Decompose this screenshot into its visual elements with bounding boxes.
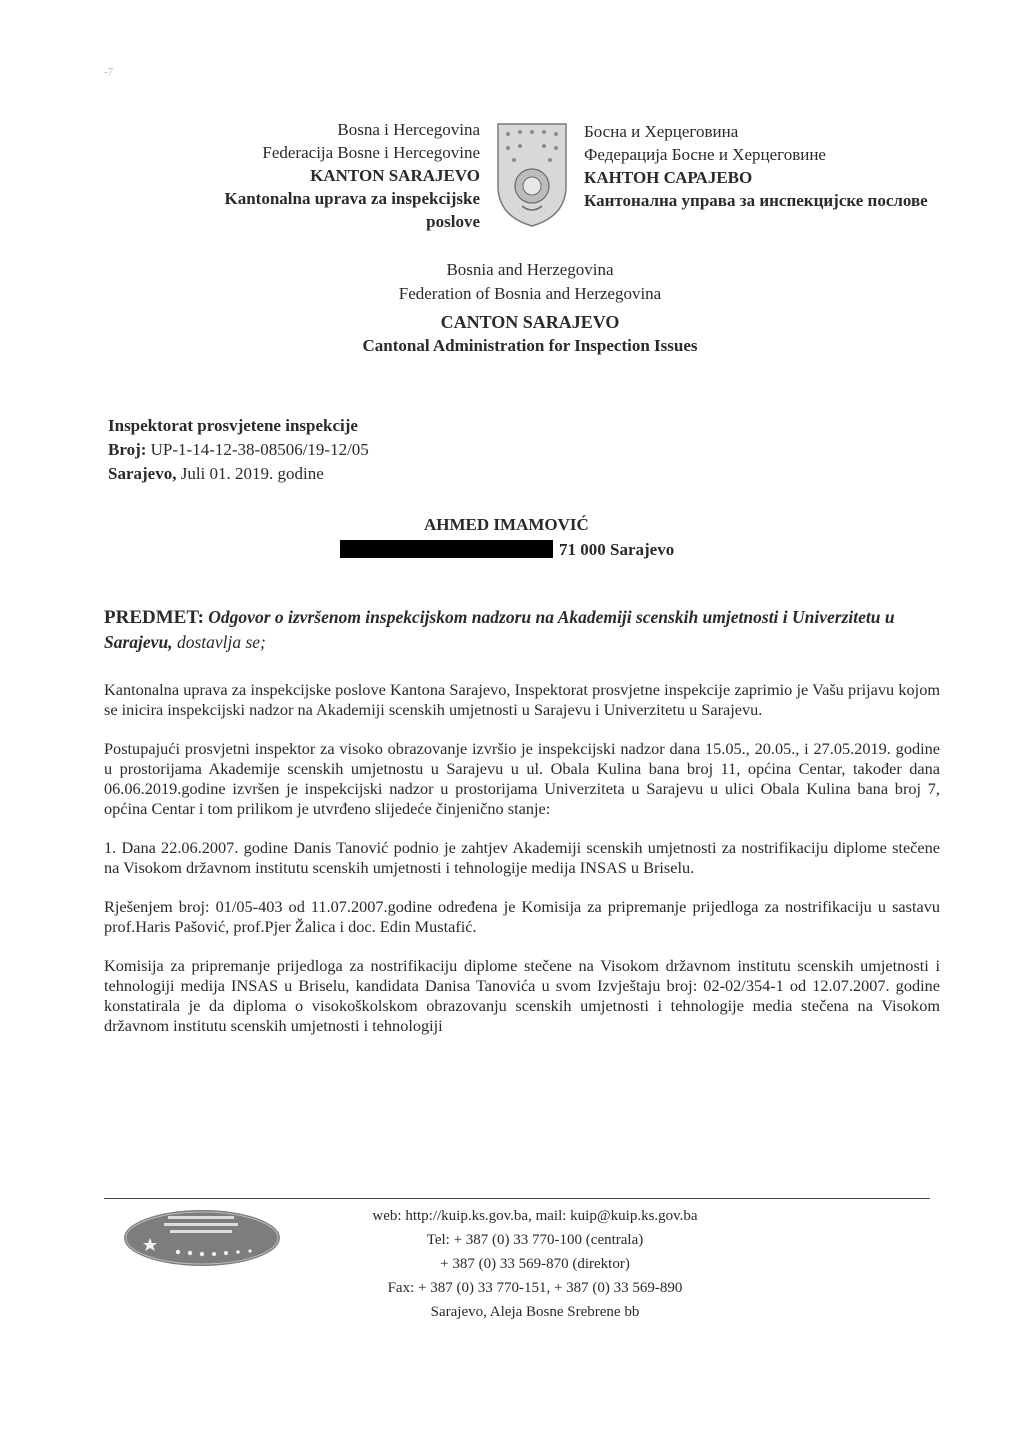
paragraph: Postupajući prosvjetni inspektor za visoko obrazovanje izvršio je inspekcijski nadzor dana 15.05., 20.05., i 27.05.2019. godine u prostorijama Akademije scenskih umjetnostu u Sarajevu u ul. Obala Kulina bana broj 11, općina Centar, također dana 06.06.2019.godine izvršen je inspekcijski nadzor u prostorijama Univerziteta u Sarajevu u ulici Obala Kulina bana broj 7, općina Centar i tom prilikom je utvrđeno slijedeće činjenično stanje:: [104, 739, 940, 818]
inspectorate-name: Inspektorat prosvjetene inspekcije: [108, 416, 358, 435]
recipient-name: AHMED IMAMOVIĆ: [424, 515, 589, 534]
footer-tel-director: + 387 (0) 33 569-870 (direktor): [440, 1256, 630, 1272]
reference-date-value: Juli 01. 2019. godine: [180, 464, 324, 483]
subject-label: PREDMET:: [104, 607, 204, 628]
paragraph: Kantonalna uprava za inspekcijske poslove Kantona Sarajevo, Inspektorat prosvjetne inspekcije zaprimio je Vašu prijavu kojom se inicira inspekcijski nadzor na Akademiji scenskih umjetnosti u Sarajevu i Univerzitetu u Sarajevu.: [104, 680, 940, 719]
header-en-federation: Federation of Bosnia and Herzegovina: [398, 284, 662, 303]
footer-address: Sarajevo, Aleja Bosne Srebrene bb: [430, 1304, 640, 1320]
paragraph: Rješenjem broj: 01/05-403 od 11.07.2007.godine određena je Komisija za pripremanje prijedloga za nostrifikaciju u sastavu prof.Haris Pašović, prof.Pjer Žalica i doc. Edin Mustafić.: [104, 897, 940, 936]
footer-logo-icon: [122, 1208, 282, 1268]
header-right-country: Босна и Херцеговина: [584, 122, 739, 141]
header-en-administration: Cantonal Administration for Inspection Issues: [362, 336, 698, 355]
header-en-country: Bosnia and Herzegovina: [446, 260, 614, 279]
recipient-city: 71 000 Sarajevo: [559, 540, 675, 559]
header-left-canton: KANTON SARAJEVO: [310, 166, 480, 185]
reference-place: Sarajevo,: [108, 464, 177, 483]
recipient-address: [340, 537, 760, 562]
scan-mark: -7: [104, 66, 114, 78]
recipient-block: [340, 512, 760, 562]
letter-body: [104, 680, 940, 1055]
subject-text: Odgovor o izvršenom inspekcijskom nadzoru na Akademiji scenskih umjetnosti i Univerzitetu u Sarajevu,: [104, 607, 895, 652]
footer-fax: Fax: + 387 (0) 33 770-151, + 387 (0) 33 569-890: [387, 1280, 683, 1296]
header-en-canton: CANTON SARAJEVO: [440, 312, 620, 332]
subject-tail: dostavlja se;: [176, 632, 266, 652]
header-right-federation: Федерација Босне и Херцеговине: [584, 145, 826, 164]
footer-web-mail: web: http://kuip.ks.gov.ba, mail: kuip@kuip.ks.gov.ba: [372, 1208, 698, 1224]
header-left-administration: Kantonalna uprava za inspekcijske poslove: [224, 189, 480, 231]
reference-block: [108, 414, 608, 486]
header-english: [250, 258, 810, 358]
paragraph: 1. Dana 22.06.2007. godine Danis Tanović podnio je zahtjev Akademiji scenskih umjetnosti za nostrifikaciju diplome stečene na Visokom državnom institutu scenskih umjetnosti i tehnologije medija INSAS u Briselu.: [104, 838, 940, 877]
redacted-address: [340, 540, 553, 558]
header-right: [584, 120, 944, 212]
footer-tel: Tel: + 387 (0) 33 770-100 (centrala): [426, 1232, 644, 1248]
coat-of-arms-icon: [494, 120, 570, 228]
footer-contacts: [300, 1204, 770, 1324]
header-right-canton: КАНТОН САРАЈЕВО: [584, 168, 753, 187]
header-right-administration: Кантонална управа за инспекцијске послове: [584, 191, 928, 210]
footer-divider: [104, 1198, 930, 1199]
paragraph: Komisija za pripremanje prijedloga za nostrifikaciju diplome stečene na Visokom državnom institutu scenskih umjetnosti i tehnologiji medija INSAS u Briselu, kandidata Danisa Tanovića u svom Izvještaju broj: 02-02/354-1 od 12.07.2007. godine konstatirala je da diploma o visokoškolskom obrazovanju scenskih umjetnosti i tehnologije media stečena na Visokom državnom institutu scenskih umjetnosti i tehnologiji: [104, 956, 940, 1035]
reference-number-label: Broj:: [108, 440, 147, 459]
subject-line: [104, 605, 944, 655]
reference-number-value: UP-1-14-12-38-08506/19-12/05: [150, 440, 369, 459]
header-left: [150, 118, 480, 233]
header-left-country: Bosna i Hercegovina: [337, 120, 480, 139]
reference-date: [108, 462, 608, 486]
reference-number: [108, 438, 608, 462]
header-left-federation: Federacija Bosne i Hercegovine: [262, 143, 480, 162]
